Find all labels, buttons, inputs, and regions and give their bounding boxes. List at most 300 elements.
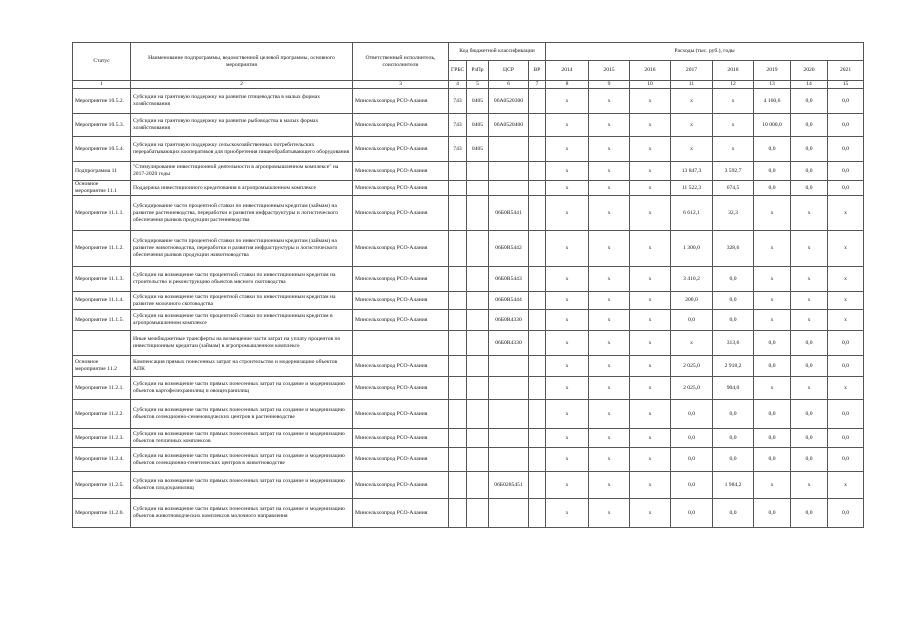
- year-header: 2016: [630, 61, 671, 81]
- row-executor: Минсельхозпрод РСО-Алания: [353, 310, 449, 331]
- row-year-value: 200,0: [671, 292, 713, 310]
- row-csr: [489, 181, 529, 196]
- row-year-value: x: [791, 292, 828, 310]
- row-status: Мероприятие 11.2.5.: [73, 472, 131, 499]
- row-year-value: x: [671, 114, 713, 137]
- column-number: 9: [589, 81, 630, 89]
- row-grbs: [449, 181, 467, 196]
- row-vr: [529, 231, 546, 267]
- year-header: 2017: [671, 61, 713, 81]
- row-year-value: x: [828, 231, 864, 267]
- row-csr: 06Б0R5441: [489, 196, 529, 231]
- row-name: Субсидии на возмещение части прямых понесенных затрат на создание и модернизацию объектов селекционно-семеноводческих центров в растениеводстве: [131, 400, 353, 429]
- budget-table: [72, 42, 864, 528]
- row-year-value: 4 160,6: [754, 89, 791, 114]
- column-number: 3: [353, 81, 449, 89]
- year-header: 2020: [791, 61, 828, 81]
- row-year-value: x: [828, 377, 864, 400]
- row-year-value: x: [546, 499, 589, 528]
- row-executor: Минсельхозпрод РСО-Алания: [353, 499, 449, 528]
- row-year-value: x: [546, 267, 589, 292]
- row-status: Мероприятие 11.1.3.: [73, 267, 131, 292]
- row-status: Основное мероприятие 11.1: [73, 181, 131, 196]
- row-name: Субсидии на возмещение части прямых понесенных затрат на создание и модернизацию объектов картофелехранилищ и овощехранилищ: [131, 377, 353, 400]
- row-year-value: x: [828, 196, 864, 231]
- row-vr: [529, 267, 546, 292]
- row-year-value: x: [791, 196, 828, 231]
- row-grbs: [449, 356, 467, 377]
- row-vr: [529, 181, 546, 196]
- expenses-header: Расходы (тыс. руб.), годы: [546, 43, 864, 61]
- row-year-value: x: [671, 331, 713, 356]
- row-year-value: x: [630, 292, 671, 310]
- table-row: [73, 137, 864, 162]
- row-year-value: 0,0: [671, 472, 713, 499]
- row-status: Мероприятие 11.2.3.: [73, 429, 131, 448]
- row-status: [73, 331, 131, 356]
- row-year-value: x: [546, 292, 589, 310]
- row-grbs: [449, 231, 467, 267]
- row-year-value: x: [671, 137, 713, 162]
- column-number: 15: [828, 81, 864, 89]
- row-csr: [489, 377, 529, 400]
- row-executor: Минсельхозпрод РСО-Алания: [353, 114, 449, 137]
- row-rzpr: [467, 429, 489, 448]
- row-year-value: x: [828, 267, 864, 292]
- row-year-value: 0,0: [713, 499, 754, 528]
- row-grbs: [449, 162, 467, 181]
- row-year-value: 0,0: [754, 137, 791, 162]
- row-year-value: x: [546, 400, 589, 429]
- row-year-value: 0,0: [754, 448, 791, 472]
- row-year-value: 0,0: [791, 499, 828, 528]
- row-name: Субсидирование части процентной ставки по инвестиционным кредитам (займам) на развитие животноводства, переработки и развития инфраструктуры и логистического обеспечения рынков продукции животноводства: [131, 231, 353, 267]
- executor-header: Ответственный исполнитель, соисполнители: [353, 43, 449, 81]
- row-executor: Минсельхозпрод РСО-Алания: [353, 267, 449, 292]
- row-year-value: x: [630, 356, 671, 377]
- row-year-value: x: [589, 331, 630, 356]
- row-status: Подпрограмма 11: [73, 162, 131, 181]
- row-executor: Минсельхозпрод РСО-Алания: [353, 448, 449, 472]
- row-grbs: [449, 448, 467, 472]
- row-year-value: x: [589, 292, 630, 310]
- row-year-value: 32,3: [713, 196, 754, 231]
- row-status: Мероприятие 10.5.3.: [73, 114, 131, 137]
- row-year-value: 0,0: [828, 400, 864, 429]
- row-year-value: x: [630, 162, 671, 181]
- row-year-value: 0,0: [671, 429, 713, 448]
- row-year-value: 0,0: [828, 89, 864, 114]
- row-year-value: 0,0: [671, 400, 713, 429]
- row-status: Мероприятие 10.5.2.: [73, 89, 131, 114]
- table-row: [73, 499, 864, 528]
- row-vr: [529, 137, 546, 162]
- row-year-value: x: [546, 231, 589, 267]
- column-number: 6: [489, 81, 529, 89]
- header-row-1: [73, 43, 864, 61]
- row-year-value: 0,0: [828, 429, 864, 448]
- row-year-value: x: [791, 377, 828, 400]
- row-name: Субсидии на грантовую поддержку сельскохозяйственных потребительских перерабатывающих кооперативов для приобретения пищеобрабатывающего оборудования: [131, 137, 353, 162]
- row-executor: Минсельхозпрод РСО-Алания: [353, 377, 449, 400]
- row-year-value: 0,0: [791, 356, 828, 377]
- row-year-value: x: [713, 89, 754, 114]
- row-vr: [529, 472, 546, 499]
- row-year-value: 0,0: [754, 181, 791, 196]
- row-year-value: x: [589, 448, 630, 472]
- table-row: [73, 267, 864, 292]
- row-name: Субсидии на возмещение части прямых понесенных затрат на создание и модернизацию объектов селекционно-генетических центров в животноводстве: [131, 448, 353, 472]
- row-year-value: 0,0: [791, 89, 828, 114]
- row-year-value: x: [589, 137, 630, 162]
- row-year-value: x: [630, 196, 671, 231]
- row-csr: 06Б0R4330: [489, 310, 529, 331]
- table-row: [73, 448, 864, 472]
- row-year-value: x: [589, 400, 630, 429]
- table-row: [73, 231, 864, 267]
- row-year-value: 3 592,7: [713, 162, 754, 181]
- row-csr: 06А0520300: [489, 89, 529, 114]
- row-vr: [529, 356, 546, 377]
- row-year-value: x: [546, 472, 589, 499]
- row-year-value: 0,0: [791, 400, 828, 429]
- row-rzpr: 0405: [467, 137, 489, 162]
- row-year-value: 0,0: [754, 429, 791, 448]
- row-year-value: x: [589, 89, 630, 114]
- row-year-value: x: [630, 472, 671, 499]
- row-year-value: 0,0: [828, 499, 864, 528]
- row-name: Субсидирование части процентной ставки по инвестиционным кредитам (займам) на развитие растениеводства, переработки и развития инфраструктуры и логистического обеспечения рынков продукции растениеводства: [131, 196, 353, 231]
- row-year-value: 904,0: [713, 377, 754, 400]
- vr-header: ВР: [529, 61, 546, 81]
- row-year-value: x: [791, 267, 828, 292]
- row-year-value: 0,0: [713, 292, 754, 310]
- row-name: Субсидии на грантовую поддержку на развитие птицеводства в малых формах хозяйствования: [131, 89, 353, 114]
- row-name: Субсидии на возмещение части процентной ставки по инвестиционным кредитам на развитие молочного скотоводства: [131, 292, 353, 310]
- row-rzpr: [467, 231, 489, 267]
- row-year-value: x: [754, 472, 791, 499]
- row-year-value: x: [589, 196, 630, 231]
- row-year-value: 0,0: [754, 331, 791, 356]
- row-year-value: 0,0: [671, 499, 713, 528]
- row-name: Субсидии на возмещение части прямых понесенных затрат на создание и модернизацию объектов животноводческих комплексов молочного направления: [131, 499, 353, 528]
- row-year-value: x: [630, 181, 671, 196]
- row-year-value: x: [713, 114, 754, 137]
- row-year-value: x: [589, 472, 630, 499]
- row-year-value: 0,0: [791, 137, 828, 162]
- row-csr: [489, 429, 529, 448]
- row-grbs: [449, 196, 467, 231]
- table-row: [73, 429, 864, 448]
- year-header: 2015: [589, 61, 630, 81]
- row-rzpr: [467, 331, 489, 356]
- row-year-value: 1 984,2: [713, 472, 754, 499]
- column-number-row: [73, 81, 864, 89]
- row-csr: [489, 448, 529, 472]
- row-year-value: x: [754, 377, 791, 400]
- row-year-value: 3 410,2: [671, 267, 713, 292]
- row-year-value: x: [791, 231, 828, 267]
- row-executor: Минсельхозпрод РСО-Алания: [353, 162, 449, 181]
- row-year-value: x: [828, 310, 864, 331]
- row-status: Мероприятие 11.1.1.: [73, 196, 131, 231]
- column-number: 13: [754, 81, 791, 89]
- grbs-header: ГРБС: [449, 61, 467, 81]
- year-header: 2021: [828, 61, 864, 81]
- table-row: [73, 310, 864, 331]
- row-grbs: [449, 400, 467, 429]
- row-rzpr: [467, 267, 489, 292]
- row-csr: 06Б0R5444: [489, 292, 529, 310]
- row-rzpr: [467, 196, 489, 231]
- row-name: Субсидии на возмещение части прямых понесенных затрат на создание и модернизацию объектов плодохранилищ: [131, 472, 353, 499]
- row-year-value: x: [630, 429, 671, 448]
- row-year-value: x: [630, 400, 671, 429]
- year-header: 2019: [754, 61, 791, 81]
- row-year-value: 0,0: [754, 356, 791, 377]
- row-grbs: [449, 499, 467, 528]
- row-year-value: x: [630, 331, 671, 356]
- row-year-value: 0,0: [713, 400, 754, 429]
- row-rzpr: [467, 472, 489, 499]
- table-row: [73, 196, 864, 231]
- row-name: Компенсация прямых понесенных затрат на строительство и модернизацию объектов АПК: [131, 356, 353, 377]
- row-vr: [529, 400, 546, 429]
- row-year-value: x: [791, 472, 828, 499]
- row-year-value: x: [546, 356, 589, 377]
- row-name: "Стимулирование инвестиционной деятельности в агропромышленном комплексе" на 2017-2020 годы: [131, 162, 353, 181]
- row-year-value: 6 612,1: [671, 196, 713, 231]
- column-number: 8: [546, 81, 589, 89]
- column-number: 14: [791, 81, 828, 89]
- row-year-value: x: [828, 472, 864, 499]
- row-rzpr: [467, 162, 489, 181]
- row-grbs: [449, 429, 467, 448]
- row-year-value: x: [630, 267, 671, 292]
- row-status: Мероприятие 11.1.4.: [73, 292, 131, 310]
- row-vr: [529, 196, 546, 231]
- row-executor: Минсельхозпрод РСО-Алания: [353, 400, 449, 429]
- row-rzpr: [467, 448, 489, 472]
- row-year-value: x: [589, 162, 630, 181]
- row-name: Субсидии на возмещение части процентной ставки по инвестиционным кредитам в агропромышленном комплексе: [131, 310, 353, 331]
- row-year-value: 0,0: [791, 331, 828, 356]
- row-year-value: x: [630, 137, 671, 162]
- table-row: [73, 472, 864, 499]
- row-year-value: x: [589, 356, 630, 377]
- row-year-value: 0,0: [713, 267, 754, 292]
- row-name: Поддержка инвестиционного кредитования в агропромышленном комплексе: [131, 181, 353, 196]
- column-number: 5: [467, 81, 489, 89]
- row-year-value: 0,0: [828, 181, 864, 196]
- row-year-value: x: [630, 499, 671, 528]
- row-csr: 06А0520400: [489, 114, 529, 137]
- row-vr: [529, 377, 546, 400]
- row-rzpr: [467, 181, 489, 196]
- row-grbs: [449, 472, 467, 499]
- row-year-value: 0,0: [754, 400, 791, 429]
- row-year-value: x: [589, 181, 630, 196]
- row-csr: [489, 137, 529, 162]
- row-year-value: x: [630, 310, 671, 331]
- row-year-value: x: [546, 114, 589, 137]
- row-csr: 06Б0285451: [489, 472, 529, 499]
- row-year-value: x: [546, 448, 589, 472]
- row-name: Субсидии на возмещение части прямых понесенных затрат на создание и модернизацию объектов тепличных комплексов: [131, 429, 353, 448]
- row-year-value: 0,0: [671, 310, 713, 331]
- row-year-value: 0,0: [828, 137, 864, 162]
- row-year-value: 0,0: [828, 331, 864, 356]
- row-status: Мероприятие 11.2.6.: [73, 499, 131, 528]
- row-year-value: x: [546, 310, 589, 331]
- row-year-value: x: [589, 310, 630, 331]
- name-header: Наименование подпрограммы, ведомственной целевой программы, основного мероприятия: [131, 43, 353, 81]
- row-rzpr: 0405: [467, 114, 489, 137]
- row-rzpr: [467, 292, 489, 310]
- row-year-value: 1 300,0: [671, 231, 713, 267]
- column-number: 12: [713, 81, 754, 89]
- row-year-value: 2 025,0: [671, 356, 713, 377]
- row-year-value: x: [589, 377, 630, 400]
- row-executor: Минсельхозпрод РСО-Алания: [353, 231, 449, 267]
- table-row: [73, 162, 864, 181]
- row-vr: [529, 89, 546, 114]
- row-year-value: 0,0: [828, 356, 864, 377]
- table-row: [73, 89, 864, 114]
- row-name: Субсидии на возмещение части процентной ставки по инвестиционным кредитам на строительство и реконструкцию объектов мясного скотоводства: [131, 267, 353, 292]
- row-name: Иные межбюджетные трансферты на возмещение части затрат на уплату процентов по инвестиционным кредитам (займам) в агропромышленном комплексе: [131, 331, 353, 356]
- row-year-value: x: [546, 429, 589, 448]
- row-year-value: 0,0: [671, 448, 713, 472]
- row-vr: [529, 499, 546, 528]
- row-rzpr: 0405: [467, 89, 489, 114]
- row-grbs: [449, 292, 467, 310]
- row-year-value: x: [546, 196, 589, 231]
- row-status: Мероприятие 11.2.2.: [73, 400, 131, 429]
- row-grbs: 743: [449, 114, 467, 137]
- row-year-value: x: [630, 89, 671, 114]
- row-status: Мероприятие 11.2.1.: [73, 377, 131, 400]
- row-vr: [529, 114, 546, 137]
- year-header: 2014: [546, 61, 589, 81]
- row-rzpr: [467, 499, 489, 528]
- row-csr: 06Б0R5442: [489, 231, 529, 267]
- row-year-value: x: [630, 114, 671, 137]
- row-year-value: 10 000,0: [754, 114, 791, 137]
- row-vr: [529, 429, 546, 448]
- table-row: [73, 400, 864, 429]
- table-row: [73, 292, 864, 310]
- row-year-value: x: [589, 231, 630, 267]
- row-year-value: 0,0: [791, 429, 828, 448]
- row-year-value: x: [546, 162, 589, 181]
- status-header: Статус: [73, 43, 131, 81]
- column-number: 2: [131, 81, 353, 89]
- row-executor: Минсельхозпрод РСО-Алания: [353, 472, 449, 499]
- row-year-value: 0,0: [791, 448, 828, 472]
- row-year-value: 0,0: [791, 114, 828, 137]
- row-grbs: [449, 267, 467, 292]
- row-status: Основное мероприятие 11.2: [73, 356, 131, 377]
- row-year-value: x: [754, 267, 791, 292]
- table-row: [73, 114, 864, 137]
- row-year-value: x: [671, 89, 713, 114]
- csr-header: ЦСР: [489, 61, 529, 81]
- row-year-value: x: [589, 429, 630, 448]
- row-year-value: x: [754, 231, 791, 267]
- row-vr: [529, 448, 546, 472]
- row-year-value: 2 918,2: [713, 356, 754, 377]
- row-year-value: 313,6: [713, 331, 754, 356]
- row-status: Мероприятие 10.5.4.: [73, 137, 131, 162]
- row-year-value: 0,0: [828, 448, 864, 472]
- row-year-value: 0,0: [713, 310, 754, 331]
- column-number: 4: [449, 81, 467, 89]
- year-header: 2018: [713, 61, 754, 81]
- row-year-value: 0,0: [791, 181, 828, 196]
- row-year-value: 328,6: [713, 231, 754, 267]
- table-row: [73, 356, 864, 377]
- table-body: [73, 89, 864, 528]
- row-vr: [529, 292, 546, 310]
- budget-document-page: [72, 42, 864, 528]
- row-year-value: x: [754, 196, 791, 231]
- row-year-value: 2 025,0: [671, 377, 713, 400]
- row-status: Мероприятие 11.1.2.: [73, 231, 131, 267]
- row-csr: [489, 162, 529, 181]
- row-year-value: x: [754, 292, 791, 310]
- row-year-value: x: [630, 448, 671, 472]
- table-row: [73, 377, 864, 400]
- row-csr: 06Б0R5443: [489, 267, 529, 292]
- row-status: Мероприятие 11.1.5.: [73, 310, 131, 331]
- row-name: Субсидии на грантовую поддержку на развитие рыбоводства в малых формах хозяйствования: [131, 114, 353, 137]
- row-year-value: 11 522,3: [671, 181, 713, 196]
- row-year-value: x: [589, 114, 630, 137]
- table-row: [73, 181, 864, 196]
- row-csr: [489, 499, 529, 528]
- row-status: Мероприятие 11.2.4.: [73, 448, 131, 472]
- row-executor: Минсельхозпрод РСО-Алания: [353, 196, 449, 231]
- column-number: 10: [630, 81, 671, 89]
- row-executor: Минсельхозпрод РСО-Алания: [353, 137, 449, 162]
- row-grbs: [449, 377, 467, 400]
- row-vr: [529, 162, 546, 181]
- row-executor: Минсельхозпрод РСО-Алания: [353, 89, 449, 114]
- row-year-value: 0,0: [754, 162, 791, 181]
- row-year-value: x: [630, 231, 671, 267]
- row-csr: [489, 356, 529, 377]
- row-vr: [529, 310, 546, 331]
- row-csr: [489, 400, 529, 429]
- row-executor: [353, 331, 449, 356]
- row-year-value: 674,5: [713, 181, 754, 196]
- row-year-value: x: [546, 377, 589, 400]
- row-csr: 06Б0R4330: [489, 331, 529, 356]
- row-year-value: x: [754, 310, 791, 331]
- row-year-value: 0,0: [713, 448, 754, 472]
- row-executor: Минсельхозпрод РСО-Алания: [353, 181, 449, 196]
- row-rzpr: [467, 310, 489, 331]
- row-year-value: 0,0: [828, 114, 864, 137]
- row-grbs: [449, 310, 467, 331]
- row-rzpr: [467, 356, 489, 377]
- row-year-value: x: [791, 310, 828, 331]
- row-rzpr: [467, 377, 489, 400]
- row-year-value: x: [630, 377, 671, 400]
- column-number: 1: [73, 81, 131, 89]
- row-year-value: 0,0: [828, 162, 864, 181]
